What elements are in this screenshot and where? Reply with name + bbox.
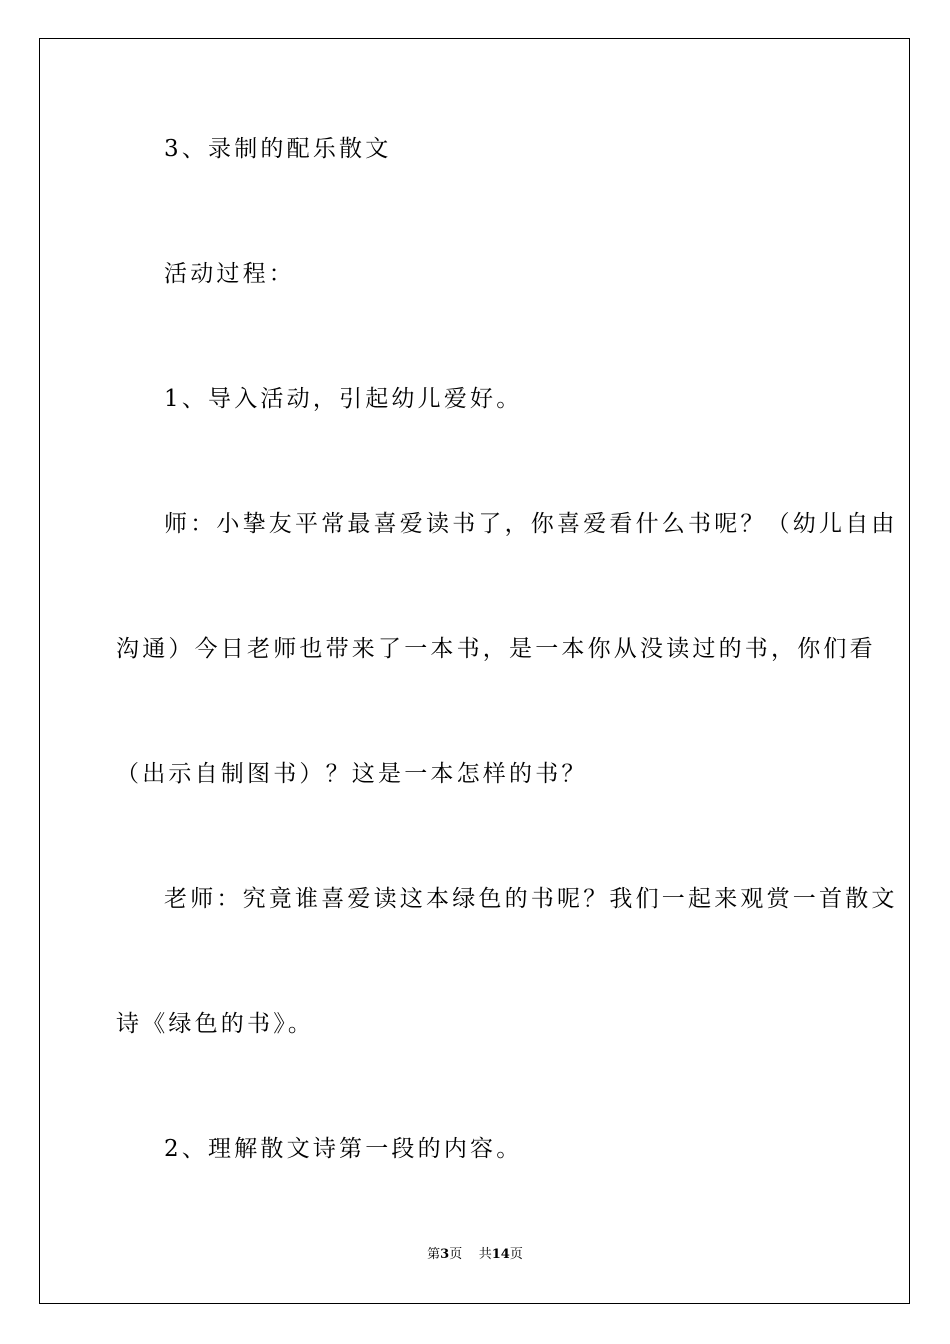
- footer-page-number: 3: [440, 1247, 450, 1262]
- paragraph-line: 沟通）今日老师也带来了一本书，是一本你从没读过的书，你们看: [116, 636, 876, 662]
- paragraph-line: 诗《绿色的书》。: [116, 1011, 315, 1037]
- page-footer: [0, 1246, 950, 1264]
- footer-total-suffix: 页: [509, 1247, 523, 1262]
- footer-total-prefix: 共: [478, 1247, 492, 1262]
- paragraph-line: 老师：究竟谁喜爱读这本绿色的书呢？我们一起来观赏一首散文: [164, 886, 898, 912]
- step-heading-1: 1、导入活动，引起幼儿爱好。: [164, 386, 523, 412]
- paragraph-line: 师：小挚友平常最喜爱读书了，你喜爱看什么书呢？（幼儿自由: [164, 511, 898, 537]
- list-item-materials-3: 3、录制的配乐散文: [164, 136, 392, 162]
- section-heading-activity-process: 活动过程：: [164, 261, 295, 287]
- footer-page-prefix: 第: [427, 1247, 441, 1262]
- footer-page-suffix: 页: [449, 1247, 463, 1262]
- step-heading-2: 2、理解散文诗第一段的内容。: [164, 1136, 523, 1162]
- page-border: [39, 38, 910, 1304]
- footer-total-pages: 14: [491, 1247, 510, 1262]
- paragraph-line: （出示自制图书）？这是一本怎样的书？: [116, 761, 588, 787]
